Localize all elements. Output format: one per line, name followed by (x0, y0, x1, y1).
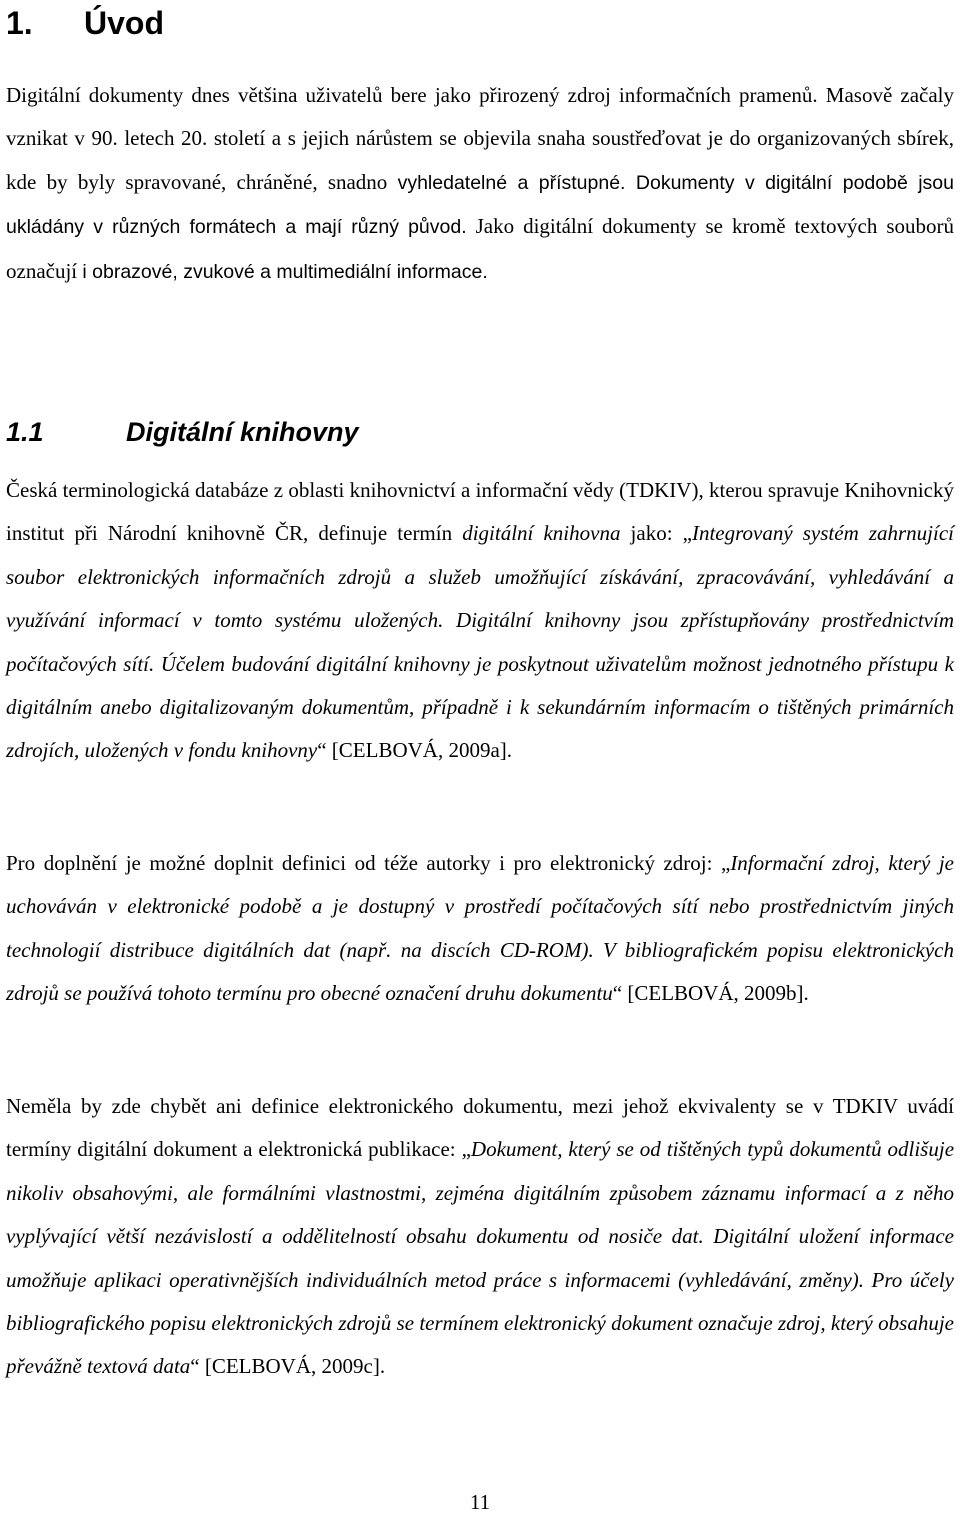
paragraph-intro: Pro doplnění je možné doplnit definici od téže autorky i pro elektronický zdroj: „ (6, 851, 731, 875)
paragraph-intro: Česká terminologická databáze z oblasti knihovnictví a informační vědy (TDKIV), kterou spravuje Knihovnický institut při Národní knihovně ČR, definuje termín (6, 478, 954, 546)
citation: “ [CELBOVÁ, 2009a]. (317, 738, 513, 763)
chapter-title: Úvod (84, 5, 164, 41)
page-number: 11 (469, 1490, 491, 1514)
intro-sentence-5: i obrazové, zvukové a multimediální informace. (82, 260, 488, 283)
section-heading (6, 412, 359, 452)
definition-quote: Informační zdroj, který je uchováván v elektronické podobě a je dostupný v prostředí počítačových sítí nebo prostřednictvím jiných technologií distribuce digitálních dat (např. na discích CD-ROM). V bibliografickém popisu elektronických zdrojů se používá tohoto termínu pro obecné označení druhu dokumentu (6, 851, 954, 1006)
intro-sentence-3: vyhledatelné a přístupné. Dokumenty v digitální podobě jsou ukládány v různých formátech a mají různý původ. (6, 171, 955, 239)
section-title: Digitální knihovny (126, 417, 359, 447)
intro-sentence-2: Masově začaly vznikat v 90. letech 20. století a s jejich nárůstem se objevila snaha soustřeďovat je do organizovaných sbírek, kde by byly spravované, chráněné, snadno (6, 83, 955, 194)
paragraph-intro: Neměla by zde chybět ani definice elektronického dokumentu, mezi jehož ekvivalenty se v TDKIV uvádí termíny digitální dokument a elektronická publikace: „ (6, 1094, 954, 1162)
definition-quote: Integrovaný systém zahrnující soubor elektronických informačních zdrojů a služeb umožňující získávání, zpracovávání, vyhledávání a využívání informací v tomto systému uložených. Digitální knihovny jsou zpřístupňovány prostřednictvím počítačových sítí. Účelem budování digitální knihovny je poskytnout uživatelům možnost jednotného přístupu k digitálním anebo digitalizovaným dokumentům, případně i k sekundárním informacím o tištěných primárních zdrojích, uložených v fondu knihovny (6, 521, 954, 763)
section-number: 1.1 (6, 417, 44, 447)
intro-sentence-1: Digitální dokumenty dnes většina uživatelů bere jako přirozený zdroj informačních pramenů. (6, 83, 818, 107)
chapter-number: 1. (6, 5, 33, 41)
chapter-heading (6, 0, 164, 46)
defined-term: digitální knihovna (462, 521, 621, 546)
definition-paragraph-source (6, 842, 954, 1016)
citation: “ [CELBOVÁ, 2009c]. (190, 1354, 386, 1379)
intro-sentence-4: Jako digitální dokumenty se kromě textových souborů označují (6, 214, 954, 283)
citation: “ [CELBOVÁ, 2009b]. (612, 981, 809, 1006)
definition-quote: Dokument, který se od tištěných typů dokumentů odlišuje nikoliv obsahovými, ale formálními vlastnostmi, zejména digitálním způsobem záznamu informací a z něho vyplývající větší nezávislostí a oddělitelností obsahu dokumentu od nosiče dat. Digitální uložení informace umožňuje aplikaci operativnějších individuálních metod práce s informacemi (vyhledávání, změny). Pro účely bibliografického popisu elektronických zdrojů se termínem elektronický dokument označuje zdroj, který obsahuje převážně textová data (6, 1137, 955, 1379)
definition-paragraph-document (6, 1085, 954, 1389)
definition-paragraph-library (6, 469, 954, 773)
paragraph-connector: jako: „ (620, 521, 692, 546)
intro-paragraph (6, 74, 954, 294)
